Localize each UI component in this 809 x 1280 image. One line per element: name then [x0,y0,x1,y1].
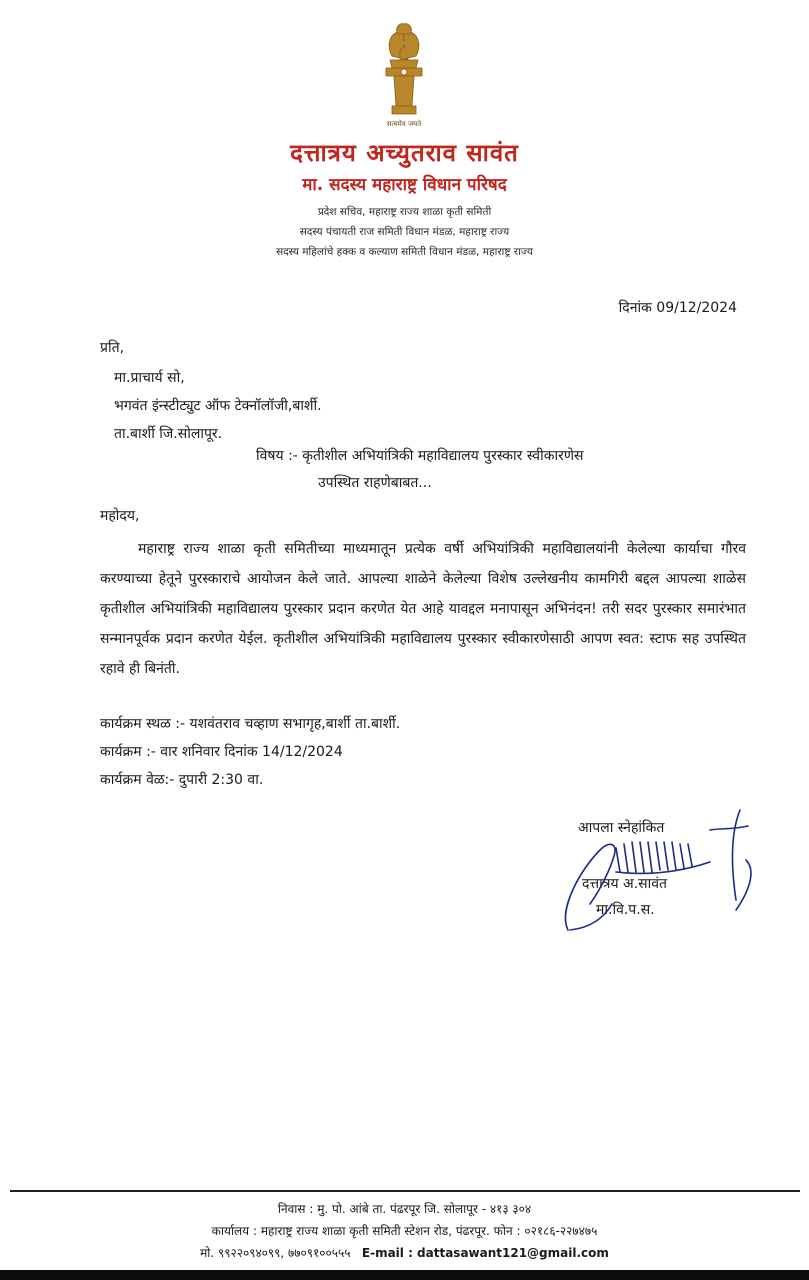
program-time: कार्यक्रम वेळ:- दुपारी 2:30 वा. [100,772,264,788]
subject-line-1: विषय :- कृतीशील अभियांत्रिकी महाविद्यालय पुरस्कार स्वीकारणेस [256,448,584,464]
sender-posts [0,202,809,262]
recipient-line-2: भगवंत इंन्स्टीट्युट ऑफ टेक्नॉलॉजी,बार्शी. [114,398,322,414]
emblem-motto: सत्यमेव जयते [386,120,422,128]
signatory-name: दत्तात्रय अ.सावंत [582,876,668,892]
salutation: महोदय, [100,508,140,524]
footer-contact [0,1244,809,1261]
scan-edge-bar [0,1270,809,1280]
footer-office: कार्यालय : महाराष्ट्र राज्य शाळा कृती समिती स्टेशन रोड, पंढरपूर. फोन : ०२१८६-२२७४७५ [211,1224,598,1238]
recipient-line-3: ता.बार्शी जि.सोलापूर. [114,426,223,442]
footer-email: E-mail : dattasawant121@gmail.com [361,1246,609,1260]
footer-divider [10,1190,800,1192]
sender-name: दत्तात्रय अच्युतराव सावंत [290,139,519,167]
signature-closing: आपला स्नेहांकित [578,820,665,836]
footer-mobile: मो. ९९२२०९४०९९, ७७०९१००५५५ [200,1246,351,1260]
recipient-line-1: मा.प्राचार्य सो, [114,370,185,386]
signatory-title: मा.वि.प.स. [596,902,655,918]
program-venue: कार्यक्रम स्थळ :- यशवंतराव चव्हाण सभागृह,बार्शी ता.बार्शी. [100,716,401,732]
post-line: प्रदेश सचिव, महाराष्ट्र राज्य शाळा कृती समिती [317,206,492,218]
program-day: कार्यक्रम :- वार शनिवार दिनांक 14/12/2024 [100,744,343,760]
subject-line-2: उपस्थित राहणेबाबत... [318,475,432,491]
national-emblem-icon [372,20,436,120]
post-line: सदस्य महिलांचे हक्क व कल्याण समिती विधान मंडळ, महाराष्ट्र राज्य [276,246,533,258]
post-line: सदस्य पंचायती राज समिती विधान मंडळ, महाराष्ट्र राज्य [299,226,510,238]
sender-designation: मा. सदस्य महाराष्ट्र विधान परिषद [302,175,507,195]
recipient-to: प्रति, [100,340,125,356]
signature-block [560,800,780,940]
letter-date: दिनांक 09/12/2024 [618,300,737,316]
letter-body: महाराष्ट्र राज्य शाळा कृती समितीच्या माध्यमातून प्रत्येक वर्षी अभियांत्रिकी महाविद्यालयांनी केलेल्या कार्याचा गौरव करण्याच्या हेतूने पुरस्काराचे आयोजन केले जाते. आपल्या शाळेने केलेल्या विशेष उल्लेखनीय कामगिरी बद्दल आपल्या शाळेस कृतीशील अभियांत्रिकी महाविद्यालय पुरस्कार प्रदान करणेत येत आहे यावद्दल मनापासून अभिनंदन! तरी सदर पुरस्कार समारंभात सन्मानपूर्वक प्रदान करणेत येईल. कृतीशील अभियांत्रिकी महाविद्यालय पुरस्कार स्वीकारणेसाठी आपण स्वत: स्टाफ सह उपस्थित रहावे ही बिनंती. [100,541,746,677]
footer-residence: निवास : मु. पो. आंबे ता. पंढरपूर जि. सोलापूर - ४१३ ३०४ [277,1202,532,1216]
